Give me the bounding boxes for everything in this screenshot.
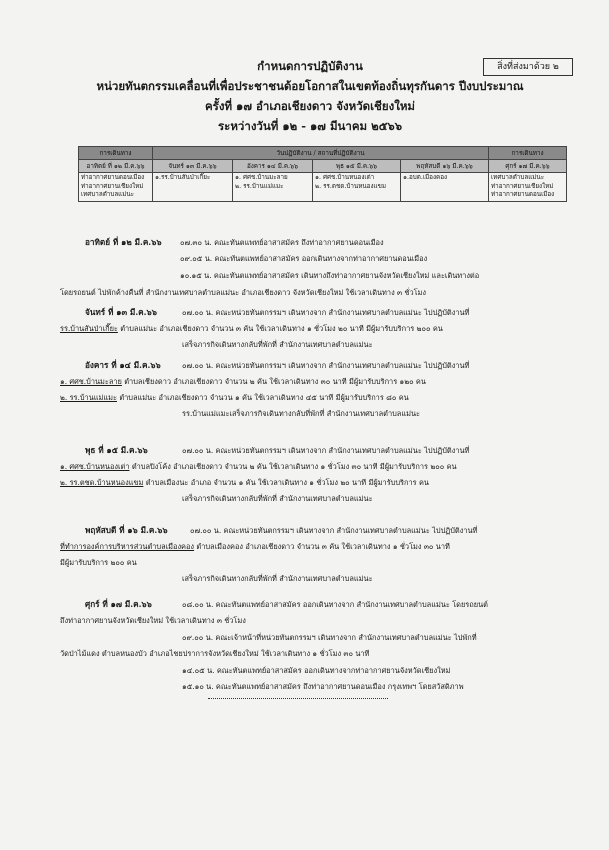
venue-detail: ตำบลเมืองนะ อำเภอ จำนวน ๑ คัน ใช้เวลาเดินทาง ๑ ชั่วโมง ๒๐ นาที มีผู้มารับบริการ คน <box>143 478 429 487</box>
schedule-line: ถึงท่าอากาศยานจังหวัดเชียงใหม่ ใช้เวลาเดินทาง ๓ ชั่วโมง <box>60 616 246 625</box>
schedule-line <box>60 541 580 553</box>
schedule-line: เสร็จภารกิจเดินทางกลับที่พักที่ สำนักงานเทศบาลตำบลแม่นะ <box>182 574 373 583</box>
table-cell-line: ๑.อบต.เมืองคอง <box>403 174 448 181</box>
title-line-4: ระหว่างวันที่ ๑๒ - ๑๗ มีนาคม ๒๕๖๖ <box>217 119 403 133</box>
day-heading: จันทร์ ที่ ๑๓ มี.ค.๖๖ <box>85 307 157 317</box>
venue-detail: ตำบลเชียงดาว อำเภอเชียงดาว จำนวน ๒ คัน ใช้เวลาเดินทาง ๓๐ นาที มีผู้มารับบริการ ๑๒๐ คน <box>121 377 426 386</box>
end-dotted-line <box>208 698 388 699</box>
venue-name: รร.บ้านสันป่าเกี๊ยะ <box>60 324 118 333</box>
title-line-3: ครั้งที่ ๑๗ อำเภอเชียงดาว จังหวัดเชียงใหม่ <box>204 99 415 113</box>
table-cell-line: ๑. ศศช.บ้านหนองเต่า <box>315 174 375 181</box>
schedule-line: ๐๗.๐๐ น. คณะหน่วยทันตกรรมฯ เดินทางจาก สำนักงานเทศบาลตำบลแม่นะ ไปปฏิบัติงานที่ <box>182 446 470 455</box>
venue-name: ๒. รร.ตชด.บ้านหนองแขม <box>60 478 144 487</box>
schedule-line: ๐๙.๐๐ น. คณะเจ้าหน้าที่หน่วยทันตกรรมฯ เดินทางจาก สำนักงานเทศบาลตำบลแม่นะ ไปพักที่ <box>182 633 477 642</box>
table-cell-day-1 <box>153 173 233 202</box>
schedule-line <box>60 461 580 473</box>
day-heading: พฤหัสบดี ที่ ๑๖ มี.ค.๖๖ <box>85 525 168 535</box>
table-cell-departure <box>79 173 153 202</box>
schedule-line <box>60 477 580 489</box>
title-line-1: กำหนดการปฏิบัติงาน <box>257 59 363 73</box>
schedule-line: ๐๙.๐๕ น. คณะทันตแพทย์อาสาสมัคร ออกเดินทางจากท่าอากาศยานดอนเมือง <box>180 254 428 263</box>
table-cell-line: ๑.รร.บ้านสันป่าเกี๊ยะ <box>155 174 211 181</box>
schedule-line: ๐๗.๐๐ น. คณะหน่วยทันตกรรมฯ เดินทางจาก สำนักงานเทศบาลตำบลแม่นะ ไปปฏิบัติงานที่ <box>182 361 470 370</box>
schedule-table <box>78 146 567 202</box>
schedule-line: โดยรถยนต์ ไปพักค้างคืนที่ สำนักงานเทศบาลตำบลแม่นะ อำเภอเชียงดาว จังหวัดเชียงใหม่ ใช้เวลาเดินทาง ๓ ชั่วโมง <box>60 288 427 297</box>
schedule-line: ๐๗.๐๐ น. คณะหน่วยทันตกรรมฯ เดินทางจาก สำนักงานเทศบาลตำบลแม่นะ ไปปฏิบัติงานที่ <box>182 308 470 317</box>
venue-name: ๑. ศศช.บ้านหนองเต่า <box>60 462 130 471</box>
table-cell-line: ๑. ศศช.บ้านมะลาย <box>235 174 288 181</box>
schedule-line: มีผู้มารับบริการ ๒๐๐ คน <box>60 558 137 567</box>
table-cell-return <box>489 173 567 202</box>
schedule-line: ๑๔.๐๕ น. คณะทันตแพทย์อาสาสมัคร ออกเดินทางจากท่าอากาศยานจังหวัดเชียงใหม่ <box>182 666 451 675</box>
schedule-line <box>60 323 580 335</box>
table-date-departure: อาทิตย์ ที่ ๑๒ มี.ค.๖๖ <box>79 160 153 173</box>
schedule-line <box>60 376 580 388</box>
schedule-line: ๑๐.๑๕ น. คณะทันตแพทย์อาสาสมัคร เดินทางถึงท่าอากาศยานจังหวัดเชียงใหม่ และเดินทางต่อ <box>180 271 480 280</box>
schedule-line <box>60 392 580 404</box>
table-cell-line: ๒. รร.ตชด.บ้านหนองแขม <box>315 182 387 190</box>
schedule-line: ๐๘.๐๐ น. คณะทันตแพทย์อาสาสมัคร ออกเดินทางจาก สำนักงานเทศบาลตำบลแม่นะ โดยรถยนต์ <box>182 600 488 609</box>
table-date-day-3: พุธ ๑๕ มี.ค.๖๖ <box>313 160 401 173</box>
table-cell-line: ท่าอากาศยานเชียงใหม่ <box>491 182 554 190</box>
table-header-departure: การเดินทาง <box>79 147 153 160</box>
table-cell-line: ท่าอากาศยานเชียงใหม่ <box>81 182 144 190</box>
table-date-day-1: จันทร์ ๑๓ มี.ค.๖๖ <box>153 160 233 173</box>
table-cell-line: ท่าอากาศยานดอนเมือง <box>491 191 555 198</box>
attachment-badge: สิ่งที่ส่งมาด้วย ๒ <box>483 58 573 76</box>
venue-detail: ตำบลปิงโค้ง อำเภอเชียงดาว จำนวน ๒ คัน ใช้เวลาเดินทาง ๑ ชั่วโมง ๓๐ นาที มีผู้มารับบริการ ๒๐๐ คน <box>129 462 457 471</box>
table-cell-day-3 <box>313 173 401 202</box>
venue-name: ๑. ศศช.บ้านมะลาย <box>60 377 122 386</box>
venue-detail: ตำบลเมืองคอง อำเภอเชียงดาว จำนวน ๓ คัน ใช้เวลาเดินทาง ๑ ชั่วโมง ๓๐ นาที <box>194 542 450 551</box>
schedule-line: ๐๗.๓๐ น. คณะทันตแพทย์อาสาสมัคร ถึงท่าอากาศยานดอนเมือง <box>180 238 384 247</box>
table-cell-day-2 <box>233 173 313 202</box>
schedule-line: เสร็จภารกิจเดินทางกลับที่พักที่ สำนักงานเทศบาลตำบลแม่นะ <box>182 340 373 349</box>
venue-detail: ตำบลแม่นะ อำเภอเชียงดาว จำนวน ๑ คัน ใช้เวลาเดินทาง ๔๕ นาที มีผู้มารับบริการ ๘๐ คน <box>117 393 409 402</box>
title-line-2: หน่วยทันตกรรมเคลื่อนที่เพื่อประชาชนด้อยโอกาสในเขตท้องถิ่นทุรกันดาร ปีงบประมาณ <box>96 79 524 93</box>
table-cell-line: เทศบาลตำบลแม่นะ <box>491 174 545 181</box>
table-cell-line: เทศบาลตำบลแม่นะ <box>81 191 135 198</box>
venue-name: ที่ทำการองค์การบริหารส่วนตำบลเมืองคอง <box>60 542 195 551</box>
venue-detail: ตำบลแม่นะ อำเภอเชียงดาว จำนวน ๓ คัน ใช้เวลาเดินทาง ๑ ชั่วโมง ๒๐ นาที มีผู้มารับบริการ ๒๐๐ คน <box>117 324 443 333</box>
table-date-day-4: พฤหัสบดี ๑๖ มี.ค.๖๖ <box>401 160 489 173</box>
venue-name: ๒. รร.บ้านแม่แมะ <box>60 393 117 402</box>
table-date-day-2: อังคาร ๑๔ มี.ค.๖๖ <box>233 160 313 173</box>
table-cell-day-4 <box>401 173 489 202</box>
table-header-return: การเดินทาง <box>489 147 567 160</box>
day-heading: พุธ ที่ ๑๕ มี.ค.๖๖ <box>85 445 148 455</box>
schedule-line: ๐๗.๐๐ น. คณะหน่วยทันตกรรมฯ เดินทางจาก สำนักงานเทศบาลตำบลแม่นะ ไปปฏิบัติงานที่ <box>190 526 478 535</box>
day-heading: อังคาร ที่ ๑๔ มี.ค.๖๖ <box>85 360 161 370</box>
day-heading: ศุกร์ ที่ ๑๗ มี.ค.๖๖ <box>85 599 152 609</box>
table-cell-line: ท่าอากาศยานดอนเมือง <box>81 174 145 181</box>
day-heading: อาทิตย์ ที่ ๑๒ มี.ค.๖๖ <box>85 237 162 247</box>
table-cell-line: ๒. รร.บ้านแม่แมะ <box>235 182 284 190</box>
schedule-line: รร.บ้านแม่แมะเสร็จภารกิจเดินทางกลับที่พักที่ สำนักงานเทศบาลตำบลแม่นะ <box>182 409 420 418</box>
schedule-line: ๑๕.๑๐ น. คณะทันตแพทย์อาสาสมัคร ถึงท่าอากาศยานดอนเมือง กรุงเทพฯ โดยสวัสดิภาพ <box>182 682 464 691</box>
schedule-line: เสร็จภารกิจเดินทางกลับที่พักที่ สำนักงานเทศบาลตำบลแม่นะ <box>182 494 373 503</box>
schedule-line: วัดป่าไม้แดง ตำบลหนองบัว อำเภอไชยปราการจังหวัดเชียงใหม่ ใช้เวลาเดินทาง ๑ ชั่วโมง ๓๐ นาที <box>60 649 370 658</box>
table-header-work: วันปฏิบัติงาน / สถานที่ปฏิบัติงาน <box>153 147 489 160</box>
table-date-return: ศุกร์ ๑๗ มี.ค.๖๖ <box>489 160 567 173</box>
